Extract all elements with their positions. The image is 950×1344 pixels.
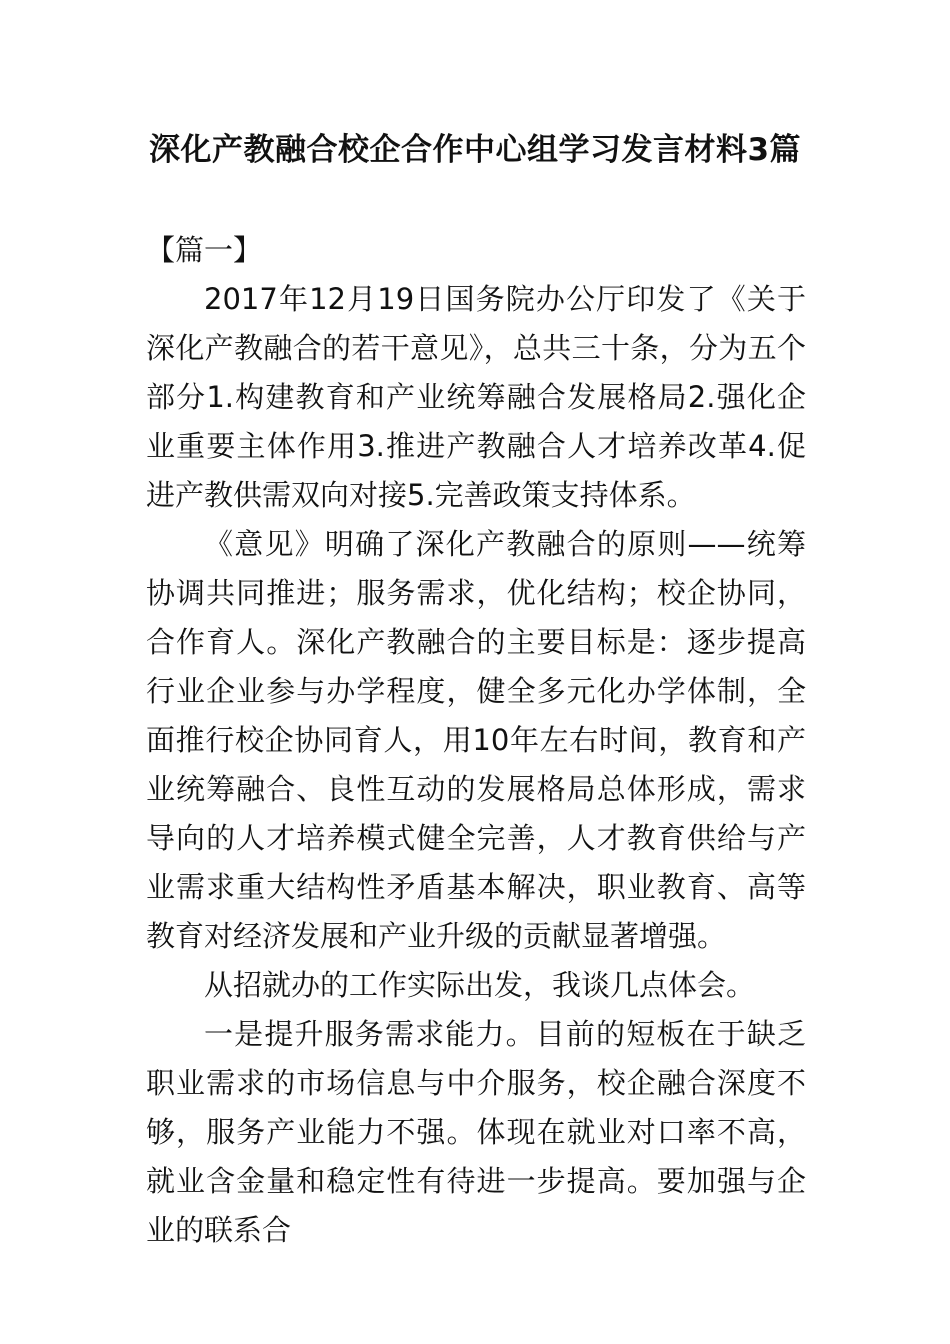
paragraph: 一是提升服务需求能力。目前的短板在于缺乏职业需求的市场信息与中介服务，校企融合深度不够，服务产业能力不强。体现在就业对口率不高，就业含金量和稳定性有待进一步提高。要加强与企业的联系合 xyxy=(146,1017,806,1247)
paragraph: 《意见》明确了深化产教融合的原则——统筹协调共同推进；服务需求，优化结构；校企协同，合作育人。深化产教融合的主要目标是：逐步提高行业企业参与办学程度，健全多元化办学体制，全面推行校企协同育人，用10年左右时间，教育和产业统筹融合、良性互动的发展格局总体形成，需求导向的人才培养模式健全完善，人才教育供给与产业需求重大结构性矛盾基本解决，职业教育、高等教育对经济发展和产业升级的贡献显著增强。 xyxy=(146,527,806,953)
paragraph: 从招就办的工作实际出发，我谈几点体会。 xyxy=(204,968,756,1002)
section-heading: 【篇一】 xyxy=(146,233,263,267)
document-title: 深化产教融合校企合作中心组学习发言材料3篇 xyxy=(148,132,802,168)
document-body xyxy=(146,226,806,1255)
paragraph: 2017年12月19日国务院办公厅印发了《关于深化产教融合的若干意见》，总共三十条，分为五个部分1.构建教育和产业统筹融合发展格局2.强化企业重要主体作用3.推进产教融合人才培养改革4.促进产教供需双向对接5.完善政策支持体系。 xyxy=(146,282,806,512)
